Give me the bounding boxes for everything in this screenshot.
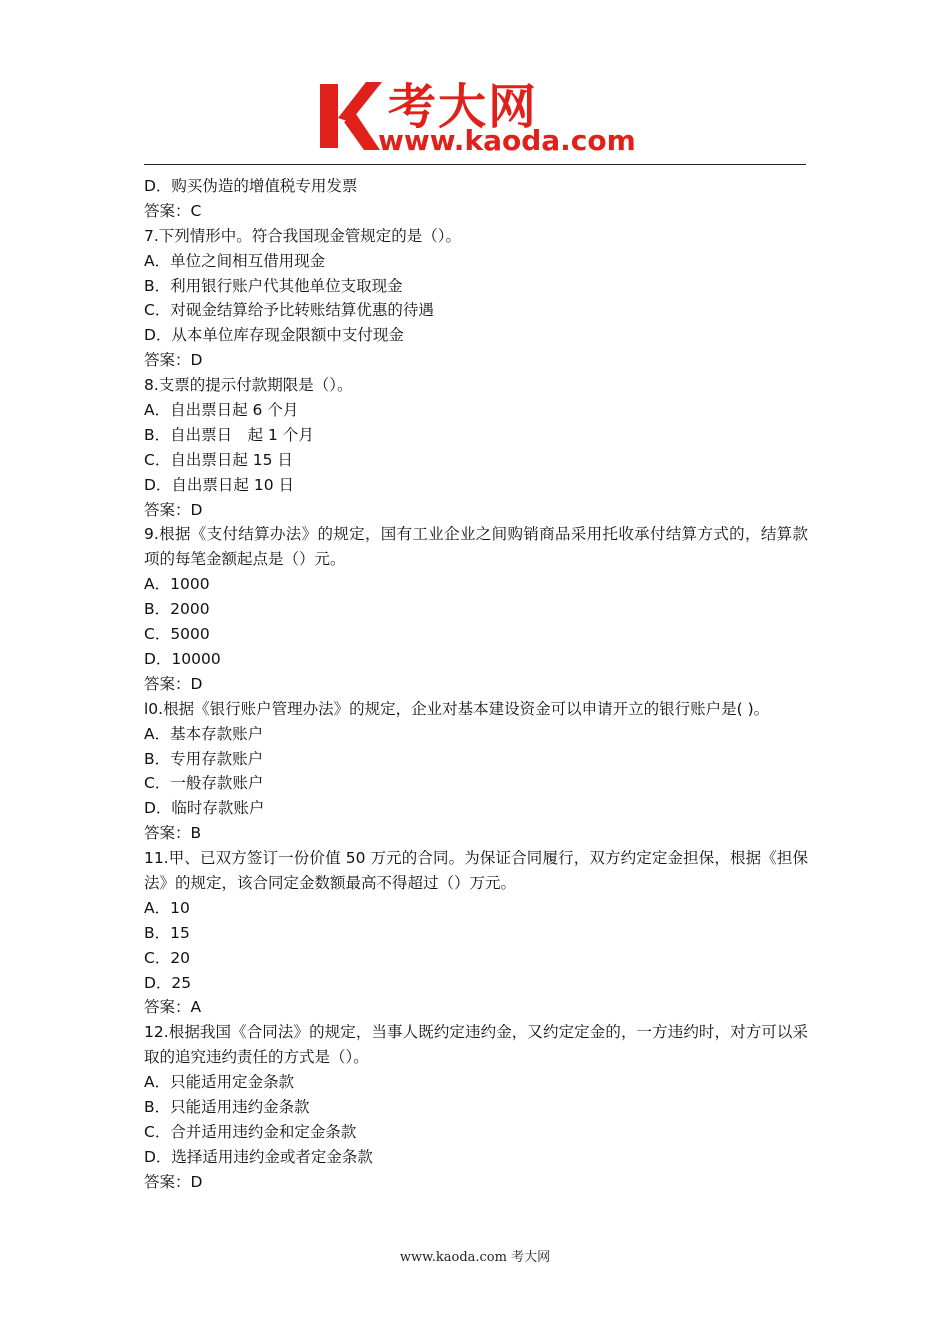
question-line: 9.根据《支付结算办法》的规定，国有工业企业之间购销商品采用托收承付结算方式的，结算款项的每笔金额起点是（）元。 bbox=[144, 525, 808, 569]
question-line: D．自出票日起 10 日 bbox=[144, 475, 295, 494]
question-line: 7.下列情形中。符合我国现金管规定的是（）。 bbox=[144, 226, 462, 245]
question-line: A．只能适用定金条款 bbox=[144, 1073, 295, 1092]
question-line: A．10 bbox=[144, 898, 190, 917]
page-header bbox=[0, 0, 950, 168]
answer-line: 答案：B bbox=[144, 824, 202, 843]
question-line: A．单位之间相互借用现金 bbox=[144, 251, 326, 270]
question-line: C．20 bbox=[144, 948, 191, 967]
answer-line: 答案：D bbox=[144, 1172, 203, 1191]
question-line: 8.支票的提示付款期限是（）。 bbox=[144, 376, 353, 395]
logo-k-icon bbox=[318, 78, 382, 154]
question-line: D．临时存款账户 bbox=[144, 799, 265, 818]
question-line: 11.甲、已双方签订一份价值 50 万元的合同。为保证合同履行，双方约定定金担保，根据《担保法》的规定，该合同定金数额最高不得超过（）万元。 bbox=[144, 849, 808, 892]
question-line: C．一般存款账户 bbox=[144, 774, 264, 793]
question-line: B．15 bbox=[144, 923, 190, 942]
logo-url: www.kaoda.com bbox=[378, 124, 636, 157]
question-line: B．专用存款账户 bbox=[144, 749, 264, 768]
question-line: B．只能适用违约金条款 bbox=[144, 1098, 310, 1117]
question-line: D．选择适用违约金或者定金条款 bbox=[144, 1147, 373, 1166]
question-line: C．合并适用违约金和定金条款 bbox=[144, 1122, 357, 1141]
question-line: A．基本存款账户 bbox=[144, 724, 264, 743]
answer-line: 答案：D bbox=[144, 674, 203, 693]
question-line: D．25 bbox=[144, 973, 192, 992]
logo-chinese-name: 考大网 bbox=[388, 79, 539, 135]
question-line: 12.根据我国《合同法》的规定，当事人既约定违约金，又约定定金的，一方违约时，对方可以采取的追究违约责任的方式是（）。 bbox=[144, 1023, 808, 1067]
question-line: C．对砚金结算给予比转账结算优惠的待遇 bbox=[144, 301, 434, 320]
kaoda-logo[interactable] bbox=[318, 74, 648, 156]
question-line: D．从本单位库存现金限额中支付现金 bbox=[144, 326, 404, 345]
header-divider bbox=[144, 164, 806, 165]
answer-line: 答案：D bbox=[144, 351, 203, 370]
answer-line: 答案：C bbox=[144, 201, 202, 220]
question-line: B．自出票日 起 1 个月 bbox=[144, 425, 314, 444]
page-footer: www.kaoda.com 考大网 bbox=[399, 1250, 551, 1265]
question-line: A．1000 bbox=[144, 575, 210, 594]
question-line: D．购买伪造的增值税专用发票 bbox=[144, 177, 358, 195]
question-content bbox=[144, 174, 808, 1195]
question-line: C．自出票日起 15 日 bbox=[144, 450, 293, 469]
question-line: l0.根据《银行账户管理办法》的规定，企业对基本建设资金可以申请开立的银行账户是( )。 bbox=[144, 699, 770, 718]
question-line: D．10000 bbox=[144, 649, 221, 668]
question-line: A．自出票日起 6 个月 bbox=[144, 401, 299, 420]
question-line: B．利用银行账户代其他单位支取现金 bbox=[144, 276, 403, 295]
answer-line: 答案：D bbox=[144, 500, 203, 519]
question-line: C．5000 bbox=[144, 625, 210, 644]
answer-line: 答案：A bbox=[144, 998, 202, 1017]
question-line: B．2000 bbox=[144, 600, 210, 619]
